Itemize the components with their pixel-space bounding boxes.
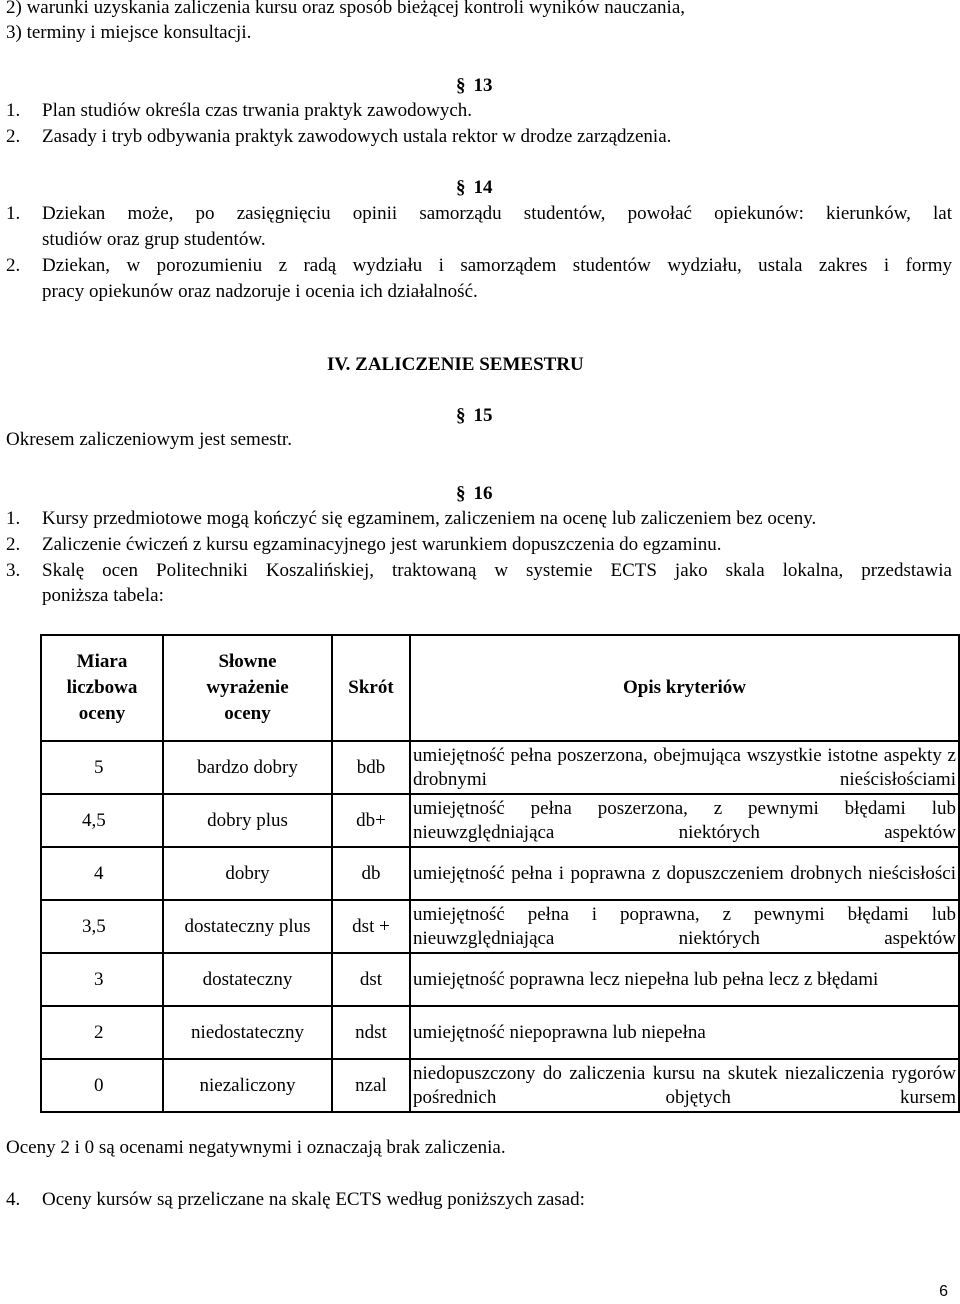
grade-abbreviation: bdb bbox=[332, 741, 410, 794]
section-number: 15 bbox=[473, 405, 493, 426]
list-item: 2. bbox=[6, 126, 21, 147]
column-header: Miara liczbowa oceny bbox=[41, 635, 163, 741]
grade-number: 3,5 bbox=[41, 900, 163, 953]
section-14-heading bbox=[456, 176, 493, 200]
section-number: 16 bbox=[473, 483, 493, 504]
section-13-heading bbox=[456, 74, 493, 98]
grade-abbreviation: dst bbox=[332, 953, 410, 1006]
grade-description: niedopuszczony do zaliczenia kursu na skutek niezaliczenia rygorów pośrednich objętych kursem bbox=[410, 1059, 959, 1112]
list-item: 1. bbox=[6, 100, 21, 121]
grade-description: umiejętność pełna i poprawna z dopuszczeniem drobnych nieścisłości bbox=[410, 847, 959, 900]
table-row bbox=[41, 794, 959, 847]
table-header-row bbox=[41, 635, 959, 741]
grade-word: bardzo dobry bbox=[163, 741, 332, 794]
list-item-number: 1. bbox=[6, 508, 21, 529]
column-header: Skrót bbox=[332, 635, 410, 741]
grade-abbreviation: ndst bbox=[332, 1006, 410, 1059]
grade-description: umiejętność pełna i poprawna, z pewnymi błędami lub nieuwzględniająca niektórych aspektów bbox=[410, 900, 959, 953]
section-number: 13 bbox=[473, 75, 493, 96]
table-row bbox=[41, 1059, 959, 1112]
grade-description: umiejętność poprawna lecz niepełna lub pełna lecz z błędami bbox=[410, 953, 959, 1006]
list-item-text: Skalę ocen Politechniki Koszalińskiej, traktowaną w systemie ECTS jako skala lokalna, przedstawia bbox=[42, 560, 952, 581]
table-row bbox=[41, 1006, 959, 1059]
grades-table bbox=[40, 634, 960, 1113]
table-row bbox=[41, 900, 959, 953]
grade-word: niedostateczny bbox=[163, 1006, 332, 1059]
list-item-number: 4. bbox=[6, 1189, 21, 1210]
section-symbol: § bbox=[456, 405, 466, 426]
list-item-number: 2. bbox=[6, 534, 21, 555]
grade-abbreviation: dst + bbox=[332, 900, 410, 953]
column-header: Słowne wyrażenie oceny bbox=[163, 635, 332, 741]
grade-abbreviation: nzal bbox=[332, 1059, 410, 1112]
list-item-text: pracy opiekunów oraz nadzoruje i ocenia ich działalność. bbox=[42, 281, 478, 302]
grade-number: 4,5 bbox=[41, 794, 163, 847]
grade-description: umiejętność niepoprawna lub niepełna bbox=[410, 1006, 959, 1059]
list-item-number: 2. bbox=[6, 255, 21, 276]
grade-description: umiejętność pełna poszerzona, obejmująca wszystkie istotne aspekty z drobnymi nieścisłościami bbox=[410, 741, 959, 794]
grade-word: dobry plus bbox=[163, 794, 332, 847]
section-15-heading bbox=[456, 404, 493, 428]
table-row bbox=[41, 953, 959, 1006]
list-item-number: 3. bbox=[6, 560, 21, 581]
grade-number: 0 bbox=[41, 1059, 163, 1112]
grade-number: 5 bbox=[41, 741, 163, 794]
list-item-text: Oceny kursów są przeliczane na skalę ECTS według poniższych zasad: bbox=[42, 1189, 585, 1210]
grade-abbreviation: db+ bbox=[332, 794, 410, 847]
list-item-text: Dziekan, w porozumieniu z radą wydziału i samorządem studentów wydziału, ustala zakres i formy bbox=[42, 255, 952, 276]
list-item: 2) warunki uzyskania zaliczenia kursu oraz sposób bieżącej kontroli wyników nauczania, bbox=[6, 0, 685, 18]
column-header: Opis kryteriów bbox=[410, 635, 959, 741]
section-symbol: § bbox=[456, 75, 466, 96]
grade-number: 2 bbox=[41, 1006, 163, 1059]
list-item-text: Kursy przedmiotowe mogą kończyć się egzaminem, zaliczeniem na ocenę lub zaliczeniem bez oceny. bbox=[42, 508, 817, 529]
section-symbol: § bbox=[456, 177, 466, 198]
section-number: 14 bbox=[473, 177, 493, 198]
table-row bbox=[41, 847, 959, 900]
list-item-text: Plan studiów określa czas trwania praktyk zawodowych. bbox=[42, 100, 473, 121]
page-number: 6 bbox=[939, 1283, 948, 1300]
list-item-text: Dziekan może, po zasięgnięciu opinii samorządu studentów, powołać opiekunów: kierunków, lat bbox=[42, 203, 952, 224]
list-item-number: 1. bbox=[6, 203, 21, 224]
list-item-text: Zasady i tryb odbywania praktyk zawodowych ustala rektor w drodze zarządzenia. bbox=[42, 126, 672, 147]
paragraph: Okresem zaliczeniowym jest semestr. bbox=[6, 429, 292, 450]
paragraph: Oceny 2 i 0 są ocenami negatywnymi i oznaczają brak zaliczenia. bbox=[6, 1137, 506, 1158]
grade-number: 4 bbox=[41, 847, 163, 900]
grade-number: 3 bbox=[41, 953, 163, 1006]
table-row bbox=[41, 741, 959, 794]
grade-word: dostateczny bbox=[163, 953, 332, 1006]
chapter-heading: IV. ZALICZENIE SEMESTRU bbox=[327, 354, 584, 375]
grade-word: dostateczny plus bbox=[163, 900, 332, 953]
section-16-heading bbox=[456, 482, 493, 506]
list-item: 3) terminy i miejsce konsultacji. bbox=[6, 22, 252, 43]
grade-word: dobry bbox=[163, 847, 332, 900]
grade-word: niezaliczony bbox=[163, 1059, 332, 1112]
list-item-text: poniższa tabela: bbox=[42, 585, 164, 606]
grade-abbreviation: db bbox=[332, 847, 410, 900]
list-item-text: Zaliczenie ćwiczeń z kursu egzaminacyjnego jest warunkiem dopuszczenia do egzaminu. bbox=[42, 534, 722, 555]
section-symbol: § bbox=[456, 483, 466, 504]
list-item-text: studiów oraz grup studentów. bbox=[42, 229, 266, 250]
grade-description: umiejętność pełna poszerzona, z pewnymi błędami lub nieuwzględniająca niektórych aspektów bbox=[410, 794, 959, 847]
